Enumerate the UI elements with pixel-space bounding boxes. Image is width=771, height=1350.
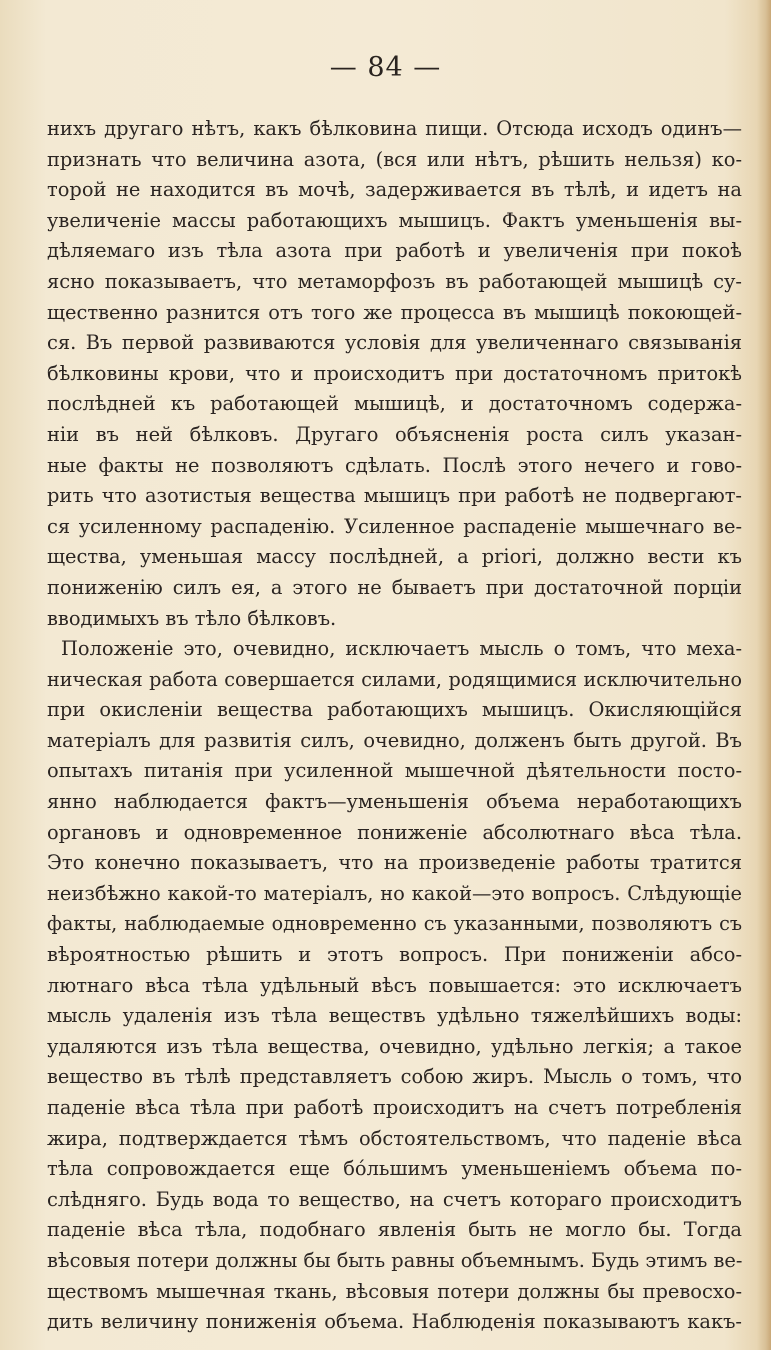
text-line: факты, наблюдаемые одновременно съ указанными, позволяютъ съ [47,912,742,936]
paragraph-start-line: Положеніе это, очевидно, исключаетъ мысль о томъ, что меха- [61,637,742,661]
text-line: нихъ другаго нѣтъ, какъ бѣлковина пищи. Отсюда исходъ одинъ— [47,117,742,140]
text-line: при окисленіи вещества работающихъ мышицъ. Окисляющійся [47,698,742,722]
text-line: увеличеніе массы работающихъ мышицъ. Фактъ уменьшенія вы- [47,208,742,232]
text-line: мысль удаленія изъ тѣла веществъ удѣльно тяжелѣйшихъ воды: [47,1004,742,1028]
text-line: бѣлковины крови, что и происходитъ при достаточномъ притокѣ [47,361,742,385]
text-line: органовъ и одновременное пониженіе абсолютнаго вѣса тѣла. [47,820,742,844]
text-line: щественно разнится отъ того же процесса въ мышицѣ покоющей- [47,300,742,324]
text-line: вѣсовыя потери должны бы быть равны объемнымъ. Будь этимъ ве- [47,1248,742,1272]
body-text [47,114,742,1338]
text-line: ся. Въ первой развиваются условія для увеличеннаго связыванія [47,331,742,355]
text-line: ническая работа совершается силами, родящимися исключительно [47,667,742,691]
text-line: удаляются изъ тѣла вещества, очевидно, удѣльно легкія; а такое [47,1034,742,1058]
text-line: ясно показываетъ, что метаморфозъ въ работающей мышицѣ су- [47,269,742,293]
paragraph-end-line: вводимыхъ въ тѣло бѣлковъ. [47,606,337,630]
text-line: ществомъ мышечная ткань, вѣсовыя потери должны бы превосхо- [47,1279,742,1303]
text-line: рить что азотистыя вещества мышицъ при работѣ не подвергают- [47,484,742,508]
text-line: паденіе вѣса тѣла, подобнаго явленія быть не могло бы. Тогда [47,1218,742,1242]
text-line: дить величину пониженія объема. Наблюденія показываютъ какъ- [47,1310,742,1334]
text-line: послѣдней къ работающей мышицѣ, и достаточномъ содержа- [47,392,742,416]
text-line: Это конечно показываетъ, что на произведеніе работы тратится [47,851,742,875]
text-line: янно наблюдается фактъ—уменьшенія объема неработающихъ [47,790,742,814]
text-line: матеріалъ для развитія силъ, очевидно, долженъ быть другой. Въ [47,728,742,752]
page-number-header: — 84 — [329,52,442,83]
text-line: щества, уменьшая массу послѣдней, a priori, должно вести къ [47,545,742,569]
text-line: вѣроятностью рѣшить и этотъ вопросъ. При пониженіи абсо- [47,943,742,967]
text-line: признать что величина азота, (вся или нѣтъ, рѣшить нельзя) ко- [47,147,742,171]
text-line: паденіе вѣса тѣла при работѣ происходитъ на счетъ потребленія [47,1096,742,1119]
text-line: тѣла сопровождается еще бо́льшимъ уменьшеніемъ объема по- [47,1157,742,1181]
text-line: жира, подтверждается тѣмъ обстоятельствомъ, что паденіе вѣса [47,1126,742,1150]
text-line: лютнаго вѣса тѣла удѣльный вѣсъ повышается: это исключаетъ [47,973,742,997]
page-edge [757,0,771,1350]
text-line: ніи въ ней бѣлковъ. Другаго объясненія роста силъ указан- [47,422,742,446]
text-line: слѣдняго. Будь вода то вещество, на счетъ котораго происходитъ [47,1187,742,1211]
text-line: пониженію силъ ея, а этого не бываетъ при достаточной порціи [47,575,742,599]
text-line: дѣляемаго изъ тѣла азота при работѣ и увеличенія при покоѣ [47,239,742,263]
text-line: ные факты не позволяютъ сдѣлать. Послѣ этого нечего и гово- [47,453,742,477]
text-line: опытахъ питанія при усиленной мышечной дѣятельности посто- [47,759,742,783]
text-line: неизбѣжно какой-то матеріалъ, но какой—это вопросъ. Слѣдующіе [47,881,742,905]
text-line: вещество въ тѣлѣ представляетъ собою жиръ. Мысль о томъ, что [47,1065,742,1089]
text-line: ся усиленному распаденію. Усиленное распаденіе мышечнаго ве- [47,514,742,538]
text-line: торой не находится въ мочѣ, задерживается въ тѣлѣ, и идетъ на [47,178,742,202]
